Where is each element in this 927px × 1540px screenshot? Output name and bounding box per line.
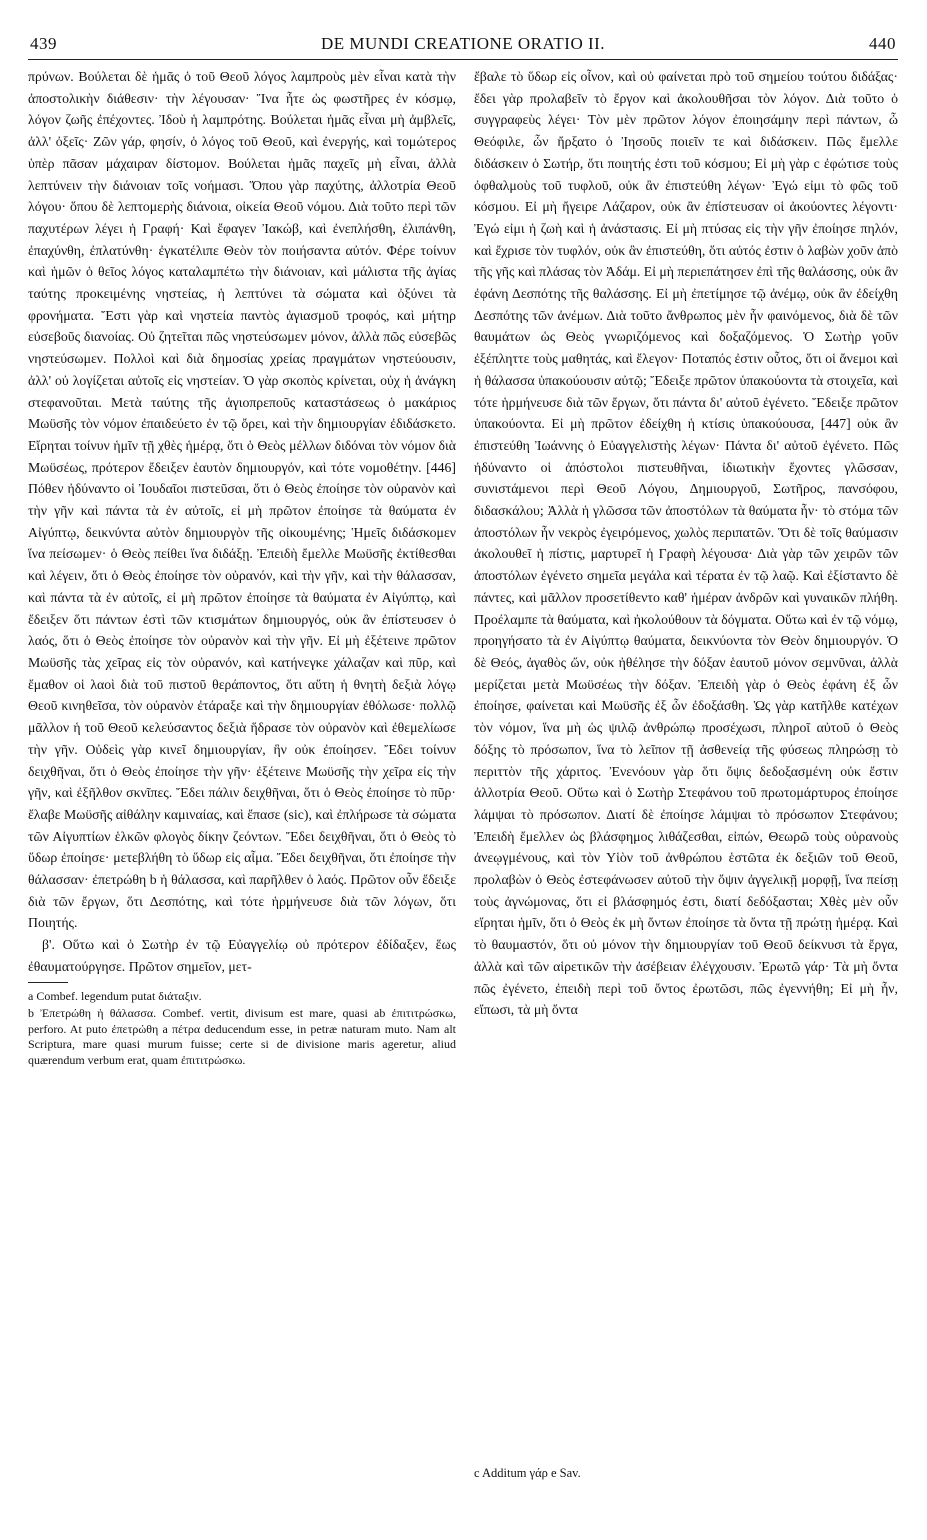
running-header <box>30 34 896 62</box>
right-column-body: ἔβαλε τὸ ὕδωρ εἰς οἶνον, καὶ οὐ φαίνεται πρὸ τοῦ σημείου τούτου διδάξας· ἔδει γὰρ προλαβεῖν τὸ ἔργον καὶ ἀκολουθῆσαι τὸν λόγον. Διὰ τοῦτο ὁ συγγραφεὺς λέγει· Τὸν μὲν πρῶτον λόγον ἐποιησάμην περὶ πάντων, ὦ Θεόφιλε, ὧν ἤρξατο ὁ Ἰησοῦς ποιεῖν τε καὶ διδάσκειν. Πῶς ἔμελλε διδάσκειν ὁ Σωτήρ, ὅτι ποιητής ἐστι τοῦ κόσμου; Εἰ μὴ γὰρ c ἐφώτισε τοὺς ὀφθαλμοὺς τοῦ τυφλοῦ, οὐκ ἂν ἐπιστεύθη λέγων· Ἐγώ εἰμι τὸ φῶς τοῦ κόσμου. Εἰ μὴ ἤγειρε Λάζαρον, οὐκ ἂν ἐπίστευσαν οἱ ἀκούοντες λέγοντι· Ἐγώ εἰμι ἡ ζωὴ καὶ ἡ ἀνάστασις. Εἰ μὴ πτύσας εἰς τὴν γῆν ἐποίησε πηλόν, καὶ ἔχρισε τὸν τυφλόν, οὐκ ἂν ἐπιστεύθη, ὅτι αὐτός ἐστιν ὁ λαβὼν χοῦν ἀπὸ τῆς γῆς καὶ πλάσας τὸν Ἀδάμ. Εἰ μὴ περιεπάτησεν ἐπὶ τῆς θαλάσσης, οὐκ ἂν ἐφάνη Δεσπότης τῆς θαλάσσης. Εἰ μὴ ἐπετίμησε τῷ ἀνέμῳ, οὐκ ἂν ἐδείχθη Δεσπότης τῶν ἀνέμων. Διὰ τοῦτο ἄνθρωπος μὲν ἦν φαινόμενος, διὰ δὲ τῶν θαυμάτων ὡς Θεὸς γνωριζόμενος καὶ δοξαζόμενος. Ὁ Σωτὴρ γοῦν ἐξέπληττε τοὺς μαθητάς, καὶ ἔλεγον· Ποταπός ἐστιν οὗτος, ὅτι οἱ ἄνεμοι καὶ ἡ θάλασσα ὑπακούουσιν αὐτῷ; Ἔδειξε πρῶτον ὑπακούοντα τὰ στοιχεῖα, καὶ τότε ἡρμήνευσε διὰ τῶν ἔργων, ὅτι πάντα δι' αὐτοῦ ἐγένετο. Ἔδειξε πρῶτον ὑπακούοντα. Εἰ μὴ πρῶτον ἐδείχθη ἡ κτίσις ὑπακούουσα, [447] οὐκ ἂν ἐπιστεύθη Ἰωάννης ὁ Εὐαγγελιστὴς λέγων· Πάντα δι' αὐτοῦ ἐγένετο. Πῶς ἠδύναντο οἱ ἀπόστολοι πιστευθῆναι, ἰδιωτικὴν ἔχοντες γλῶσσαν, συνιστάμενοι περὶ Θεοῦ Λόγου, Δημιουργοῦ, Σωτῆρος, πανσόφου, διδασκάλου; Ἀλλὰ ἡ γλῶσσα τῶν ἀποστόλων τὰ θαύματα ἦν· τὸ στόμα τῶν ἀποστόλων ἦν νεκρὸς ἐγειρόμενος, χωλὸς περιπατῶν. Ὅτι δὲ τοῖς θαύμασιν ἀκολουθεῖ ἡ πίστις, μαρτυρεῖ ἡ Γραφὴ λέγουσα· Διὰ γὰρ τῶν χειρῶν τῶν ἀποστόλων ἐγένετο σημεῖα μεγάλα καὶ τέρατα ἐν τῷ λαῷ. Καὶ ἐξίσταντο δὲ πάντες, καὶ μᾶλλον προσετίθεντο καθ' ἡμέραν ἀνδρῶν καὶ γυναικῶν πλήθη. Προέλαμπε τὰ θαύματα, καὶ ἠκολούθουν τὰ δόγματα. Οὕτω καὶ ἐν τῷ νόμῳ, προηγήσατο τὰ ἐν Αἰγύπτῳ θαύματα, δεικνύοντα τὸν Θεὸν δημιουργόν. Ὁ δὲ Θεός, ἀγαθὸς ὤν, οὐκ ἠθέλησε τὴν δόξαν ἑαυτοῦ μόνον σεμνῦναι, ἀλλὰ μερίζεται μετὰ Μωϋσέως τὴν δόξαν. Ἐπειδὴ γὰρ ὁ Θεὸς ἐφάνη ἐξ ὧν ἐποίησε, φαίνεται καὶ Μωϋσῆς ἐξ ὧν ἐδοξάσθη. Ὡς γὰρ κατῆλθε κατέχων τὸν νόμον, ἵνα μὴ ὡς ψιλῷ ἀνθρώπῳ προσέχωσι, πληροῖ αὐτοῦ ὁ Θεὸς δόξης τὸ πρόσωπον, ἵνα τὸ λεῖπον τῇ ἀσθενείᾳ τῆς φύσεως πληρώσῃ τὸ περιττὸν τῆς χάριτος. Ἐνενόουν γὰρ ὅτι ὄψις δεδοξασμένη οὐκ ἔστιν ἀλλοτρία Θεοῦ. Οὕτω καὶ ὁ Σωτὴρ Στεφάνου τοῦ πρωτομάρτυρος ἐποίησε λάμψαι τὸ πρόσωπον. Διατί δὲ ἐποίησε λάμψαι τὸ πρόσωπον Στεφάνου; Ἐπειδὴ ἔμελλεν ὡς βλάσφημος λιθάζεσθαι, εἰπών, Θεωρῶ τοὺς οὐρανοὺς ἀνεῳγμένους, καὶ τὸν Υἱὸν τοῦ ἀνθρώπου ἑστῶτα ἐκ δεξιῶν τοῦ Θεοῦ, προλαβὼν ὁ Θεὸς ἐστεφάνωσεν αὐτοῦ τὴν ὄψιν ἀγγελικῇ μορφῇ, ἵνα πείσῃ τοὺς ἀγνώμονας, ὅτι εἰ βλάσφημός ἐστι, διατί δεδόξασται; Χθὲς μὲν οὖν εἴρηται ἡμῖν, ὅτι ὁ Θεὸς ἐκ μὴ ὄντων ἐποίησε τὰ ὄντα τῇ πρώτῃ ἡμέρᾳ. Καὶ τὸ θαυμαστόν, ὅτι οὐ μόνον τὴν δημιουργίαν τοῦ Θεοῦ δείκνυσι τὰ ἔργα, ἀλλὰ καὶ τῶν αἱρετικῶν τὴν ἀσέβειαν ἐλέγχουσιν. Ἐρωτῶ γάρ· Τὰ μὴ ὄντα πῶς ἐγένετο, ἐπειδὴ περὶ τοῦ ὄντος ἐρωτῶσι, πῶς ἐγεννήθη; Εἰ μὴ ἦν, εἴπωσι, τὰ μὴ ὄντα <box>474 69 898 1018</box>
footnote-a: a Combef. legendum putat διάταξιν. <box>28 988 202 1003</box>
left-column-section: β'. Οὕτω καὶ ὁ Σωτὴρ ἐν τῷ Εὐαγγελίῳ οὐ πρότερον ἐδίδαξεν, ἕως ἐθαυματούργησε. Πρῶτον σημεῖον, μετ- <box>28 937 456 974</box>
footnotes <box>28 989 456 1069</box>
running-title: DE MUNDI CREATIONE ORATIO II. <box>320 34 606 53</box>
header-rule <box>28 59 898 60</box>
footnote-b: b Ἐπετρώθη ἡ θάλασσα. Combef. vertit, divisum est mare, quasi ab ἐπιτιτρώσκω, perforo. At puto ἐπετρώθη a πέτρα deducendum esse, in petræ naturam muto. Nam alt Scriptura, mare quasi murum fuisse; certe si de divisione maris ageretur, aliud quærendum verbum erat, quam ἐπιτιτρώσκω. <box>28 1006 456 1067</box>
right-column <box>474 66 898 1021</box>
footnote-c: c Additum γάρ e Sav. <box>474 1466 581 1480</box>
footnote-rule <box>28 982 68 983</box>
left-column <box>28 66 456 1070</box>
page-number-right: 440 <box>869 34 896 53</box>
page-number-left: 439 <box>30 34 57 53</box>
left-column-body: πρύνων. Βούλεται δὲ ἡμᾶς ὁ τοῦ Θεοῦ λόγος λαμπροὺς μὲν εἶναι κατὰ τὴν ἀποστολικὴν διάθεσιν· τὴν λέγουσαν· Ἵνα ἦτε ὡς φωστῆρες ἐν κόσμῳ, λόγον ζωῆς ἐπέχοντες. Ἰδοὺ ἡ λαμπρότης. Βούλεται ἡμᾶς εἶναι μὴ ἀμβλεῖς, ἀλλ' ὀξεῖς· Ζῶν γάρ, φησίν, ὁ λόγος τοῦ Θεοῦ, καὶ ἐνεργής, καὶ τομώτερος ὑπὲρ πᾶσαν μάχαιραν δίστομον. Βούλεται ἡμᾶς παχεῖς μὴ εἶναι, ἀλλὰ λεπτύνειν τὴν διάνοιαν τοῖς νοήμασι. Ὅπου γὰρ παχύτης, ἀλλοτρία Θεοῦ λόγου· ὅπου δὲ λεπτομερὴς διάνοια, οἰκεία Θεοῦ νόμου. Διὰ τοῦτο περὶ τῶν παχυτέρων λέγει ἡ Γραφή· Καὶ ἔφαγεν Ἰακώβ, καὶ ἐνεπλήσθη, ἐλιπάνθη, ἐπαχύνθη, ἐπλατύνθη· ἐγκατέλιπε Θεὸν τὸν ποιήσαντα αὐτόν. Φέρε τοίνυν καὶ ἡμῶν ὁ θεῖος λόγος καταλαμπέτω τὴν διάνοιαν, καὶ μάλιστα τῆς ἁγίας ταύτης προκειμένης νηστείας, ἡ λεπτύνει τὰ σώματα καὶ ὀξύνει τὰ φρονήματα. Ἔστι γὰρ καὶ νηστεία παντὸς ἁγιασμοῦ τροφός, καὶ μήτηρ εὐσεβοῦς διανοίας. Οὐ ζητεῖται πῶς νηστεύσωμεν μόνον, ἀλλὰ πῶς εὐσεβῶς νηστεύσωμεν. Πολλοὶ καὶ διὰ δημοσίας χρείας πραγμάτων νηστεύουσιν, ἀλλ' οὐ λογίζεται αὐτοῖς εἰς νηστείαν. Ὁ γὰρ σκοπὸς κρίνεται, οὐχ ἡ ἀνάγκη στεφανοῦται. Μετὰ ταύτης τῆς ἁγιοπρεποῦς καταστάσεως ὁ μακάριος Μωϋσῆς τὸν νόμον ἐπαιδεύετο ἐν τῷ ὄρει, καὶ τὴν δημιουργίαν ἐδιδάσκετο. Εἴρηται τοίνυν ἡμῖν τῇ χθὲς ἡμέρᾳ, ὅτι ὁ Θεὸς μέλλων διδόναι τὸν νόμον διὰ Μωϋσέως, πρότερον ἔδειξεν ἑαυτὸν δημιουργόν, καὶ τότε νομοθέτην. [446] Πόθεν ἠδύναντο οἱ Ἰουδαῖοι πιστεῦσαι, ὅτι ὁ Θεὸς ἐποίησε τὸν οὐρανὸν καὶ τὴν γῆν καὶ πάντα τὰ ἐν αὐτοῖς, εἰ μὴ πρῶτον ἐποίησε τὰ θαύματα ἐν Αἰγύπτῳ, δεικνύντα αὐτὸν δημιουργὸν τῆς οἰκουμένης; Ἡμεῖς διδάσκομεν ἵνα πείσωμεν· ὁ Θεὸς πείθει ἵνα διδάξῃ. Ἐπειδὴ ἔμελλε Μωϋσῆς ἐκτίθεσθαι καὶ λέγειν, ὅτι ὁ Θεὸς ἐποίησε τὸν οὐρανόν, καὶ τὴν γῆν, καὶ τὴν θάλασσαν, καὶ πάντα τὰ ἐν αὐτοῖς, εἰ μὴ πρῶτον ἐποίησε τὰ θαύματα ἐν Αἰγύπτῳ, καὶ ἔδειξεν ὅτι πάντων ἐστὶ τῶν κτισμάτων δημιουργός, οὐκ ἂν ἐπίστευσεν ὁ λαός, ὅτι ὁ Θεὸς ἐποίησε τὸν οὐρανὸν καὶ τὴν γῆν. Εἰ μὴ ἐξέτεινε πρῶτον Μωϋσῆς τὰς χεῖρας εἰς τὸν οὐρανόν, καὶ κατήνεγκε χάλαζαν καὶ πῦρ, καὶ ἔμαθον οἱ λαοὶ διὰ τοῦ πιστοῦ θεράποντος, ὅτι αὕτη ἡ θνητὴ δεξιὰ λόγῳ Θεοῦ κινηθεῖσα, τὸν οὐρανὸν ἐτάραξε καὶ τὴν δημιουργίαν ἐθόλωσε· πολλῷ μᾶλλον ἡ τοῦ Θεοῦ κελεύσαντος δεξιὰ ἥδρασε τὸν οὐρανὸν καὶ ἐθεμελίωσε τὴν γῆν. Οὐδεὶς γὰρ κινεῖ δημιουργίαν, ἣν οὐκ ἐποίησεν. Ἔδει τοίνυν δειχθῆναι, ὅτι ὁ Θεὸς ἐποίησε τὴν γῆν· ἐξέτεινε Μωϋσῆς τὴν χεῖρα εἰς τὴν γῆν, καὶ ἐξῆλθον σκνῖπες. Ἔδει πάλιν δειχθῆναι, ὅτι ὁ Θεὸς ἐποίησε τὸ πῦρ· ἔλαβε Μωϋσῆς αἰθάλην καμιναίας, καὶ ἔπασε (sic), καὶ ἐπλήρωσε τὰ σώματα τῶν Αἰγυπτίων ἑλκῶν φλογὸς δίκην ζεόντων. Ἔδει δειχθῆναι, ὅτι ὁ Θεὸς τὸ ὕδωρ ἐποίησε· μετεβλήθη τὸ ὕδωρ εἰς αἷμα. Ἔδει δειχθῆναι, ὅτι ἐποίησε τὴν θάλασσαν· ἐπετρώθη b ἡ θάλασσα, καὶ παρῆλθεν ὁ λαός. Πρῶτον οὖν ἔδειξε διὰ τῶν ἔργων, ὅτι Δεσπότης, καὶ τότε ἡρμήνευσε διὰ τῶν λόγων, ὅτι Ποιητής. <box>28 69 456 931</box>
